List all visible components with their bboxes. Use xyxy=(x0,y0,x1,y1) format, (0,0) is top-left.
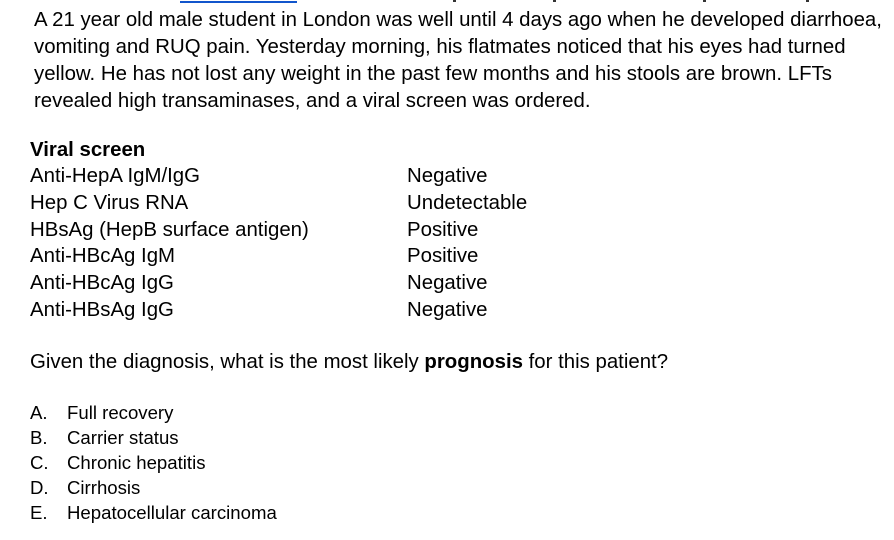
result-row xyxy=(30,270,630,297)
option-letter: D. xyxy=(30,477,49,498)
option-text: Full recovery xyxy=(67,402,174,423)
viral-screen-heading: Viral screen xyxy=(30,139,146,161)
text-fragment xyxy=(553,0,556,2)
question-text xyxy=(30,349,668,376)
test-name: Anti-HepA IgM/IgG xyxy=(30,165,200,187)
question-emphasis: prognosis xyxy=(424,351,523,373)
test-name: Hep C Virus RNA xyxy=(30,191,189,214)
test-name: Anti-HBcAg IgG xyxy=(30,272,174,295)
text-fragment xyxy=(806,0,809,2)
text-fragment xyxy=(703,0,706,2)
option-letter: C. xyxy=(30,452,49,473)
test-name: HBsAg (HepB surface antigen) xyxy=(30,218,309,241)
viral-screen-results xyxy=(30,163,630,324)
hyperlink-underline[interactable] xyxy=(180,1,297,3)
case-description: A 21 year old male student in London was well until 4 days ago when he developed diarrhoea, vomiting and RUQ pain. Yesterday morning, his flatmates noticed that his eyes had turned yellow. He has not lost any weight in the past few months and his stools are brown. LFTs revealed high transaminases, and a viral screen was ordered. xyxy=(34,9,882,112)
option-letter: A. xyxy=(30,402,48,423)
option-letter: B. xyxy=(30,427,48,448)
test-result: Positive xyxy=(407,218,479,241)
question-suffix: for this patient? xyxy=(522,351,669,373)
result-row xyxy=(30,190,630,217)
test-name: Anti-HBcAg IgM xyxy=(30,245,176,268)
test-result: Negative xyxy=(407,165,488,187)
question-prefix: Given the diagnosis, what is the most likely xyxy=(30,351,425,373)
text-fragment xyxy=(453,0,456,2)
result-row xyxy=(30,217,630,244)
result-row xyxy=(30,243,630,270)
option-text: Carrier status xyxy=(67,427,179,448)
result-row xyxy=(30,163,630,190)
test-result: Undetectable xyxy=(407,191,528,214)
option-letter: E. xyxy=(30,502,48,523)
option-text: Cirrhosis xyxy=(67,477,141,498)
test-result: Positive xyxy=(407,245,479,268)
option-text: Hepatocellular carcinoma xyxy=(67,502,277,523)
test-result: Negative xyxy=(407,298,488,321)
test-result: Negative xyxy=(407,272,488,295)
test-name: Anti-HBsAg IgG xyxy=(30,298,174,321)
result-row xyxy=(30,297,630,324)
option-text: Chronic hepatitis xyxy=(67,452,206,473)
